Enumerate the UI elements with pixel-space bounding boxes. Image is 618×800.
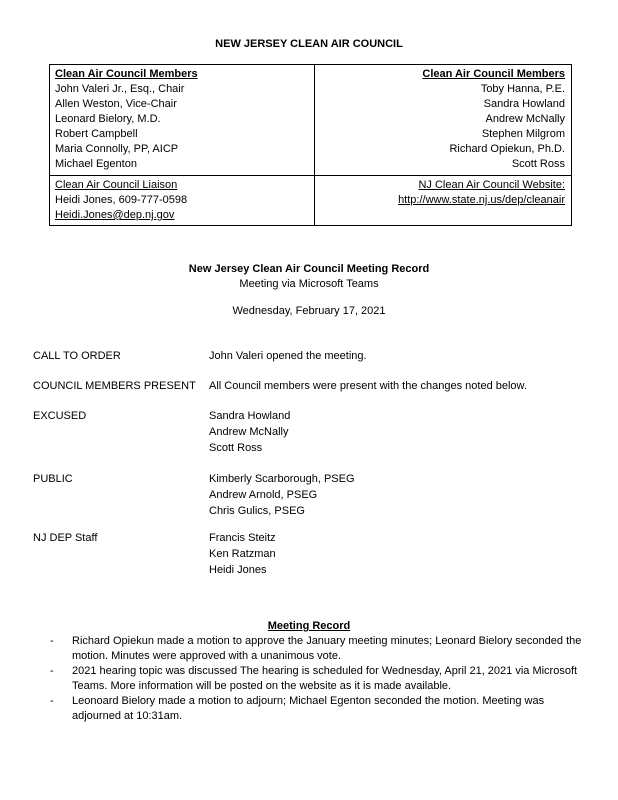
- call-to-order-label: CALL TO ORDER: [33, 350, 121, 362]
- members-right-header: Clean Air Council Members: [422, 68, 565, 80]
- staff-list: [209, 530, 276, 578]
- staff-name: Ken Ratzman: [209, 548, 276, 560]
- liaison-cell: [50, 176, 315, 226]
- member-name: Robert Campbell: [55, 128, 138, 140]
- list-item-text: 2021 hearing topic was discussed The hearing is scheduled for Wednesday, April 21, 2021 via Microsoft Teams. More information will be posted on the website as it is made available.: [72, 665, 578, 692]
- member-name: Sandra Howland: [483, 98, 565, 110]
- public-name: Kimberly Scarborough, PSEG: [209, 473, 355, 485]
- present-value: All Council members were present with the changes noted below.: [209, 380, 527, 392]
- public-name: Chris Gulics, PSEG: [209, 505, 305, 517]
- excused-name: Sandra Howland: [209, 410, 291, 422]
- member-name: Michael Egenton: [55, 158, 137, 170]
- website-cell: [315, 176, 572, 226]
- meeting-record-title: Meeting Record: [267, 620, 351, 632]
- member-name: Allen Weston, Vice-Chair: [55, 98, 177, 110]
- excused-name: Scott Ross: [209, 442, 263, 454]
- present-label: COUNCIL MEMBERS PRESENT: [33, 380, 196, 392]
- excused-name: Andrew McNally: [209, 426, 289, 438]
- member-name: John Valeri Jr., Esq., Chair: [55, 83, 185, 95]
- list-item: [50, 694, 590, 724]
- bullet-marker: -: [50, 635, 54, 647]
- members-left-header: Clean Air Council Members: [55, 68, 198, 80]
- record-date: Wednesday, February 17, 2021: [232, 305, 386, 317]
- member-name: Stephen Milgrom: [481, 128, 565, 140]
- list-item: [50, 634, 590, 664]
- document-title: NEW JERSEY CLEAN AIR COUNCIL: [215, 38, 403, 50]
- staff-name: Francis Steitz: [209, 532, 276, 544]
- website-link[interactable]: http://www.state.nj.us/dep/cleanair: [398, 194, 565, 206]
- member-name: Richard Opiekun, Ph.D.: [449, 143, 565, 155]
- staff-label: NJ DEP Staff: [33, 532, 98, 544]
- member-name: Scott Ross: [511, 158, 565, 170]
- bullet-marker: -: [50, 665, 54, 677]
- excused-list: [209, 408, 290, 456]
- record-subtitle: Meeting via Microsoft Teams: [239, 278, 379, 290]
- website-header: NJ Clean Air Council Website:: [418, 179, 565, 191]
- record-title: New Jersey Clean Air Council Meeting Record: [188, 263, 430, 275]
- members-left-cell: [50, 65, 315, 176]
- members-table: [49, 64, 572, 226]
- member-name: Maria Connolly, PP, AICP: [55, 143, 179, 155]
- staff-name: Heidi Jones: [209, 564, 267, 576]
- public-list: [209, 471, 355, 519]
- members-right-cell: [315, 65, 572, 176]
- member-name: Andrew McNally: [485, 113, 565, 125]
- list-item-text: Richard Opiekun made a motion to approve the January meeting minutes; Leonard Bielory seconded the motion. Minutes were approved with a unanimous vote.: [72, 635, 582, 662]
- public-name: Andrew Arnold, PSEG: [209, 489, 318, 501]
- public-label: PUBLIC: [33, 473, 73, 485]
- liaison-email-link[interactable]: Heidi.Jones@dep.nj.gov: [55, 209, 175, 221]
- meeting-record-list: [50, 634, 590, 724]
- list-item: [50, 664, 590, 694]
- list-item-text: Leonoard Bielory made a motion to adjourn; Michael Egenton seconded the motion. Meeting was adjourned at 10:31am.: [72, 695, 545, 722]
- liaison-name: Heidi Jones, 609-777-0598: [55, 194, 188, 206]
- call-to-order-value: John Valeri opened the meeting.: [209, 350, 367, 362]
- liaison-header: Clean Air Council Liaison: [55, 179, 178, 191]
- member-name: Toby Hanna, P.E.: [480, 83, 565, 95]
- bullet-marker: -: [50, 695, 54, 707]
- member-name: Leonard Bielory, M.D.: [55, 113, 161, 125]
- excused-label: EXCUSED: [33, 410, 87, 422]
